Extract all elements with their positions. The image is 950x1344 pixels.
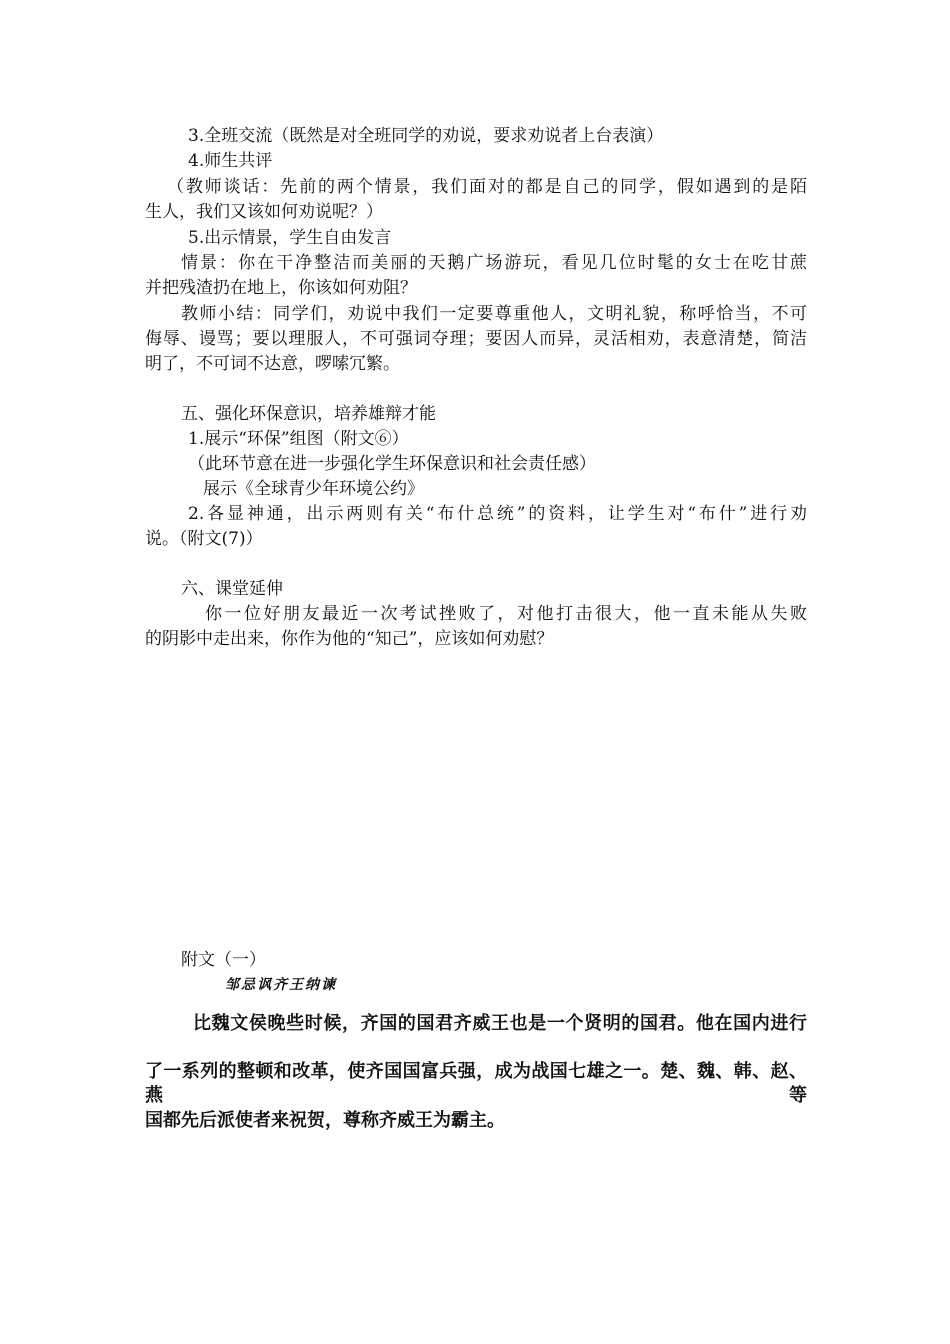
- section-5-item-1: 1.展示“环保”组图（附文⑥）: [188, 429, 409, 449]
- appendix-label: 附文（一）: [181, 950, 266, 970]
- section-5-note: （此环节意在进一步强化学生环保意识和社会责任感）: [188, 454, 596, 474]
- summary-line-2: 侮辱、谩骂；要以理服人，不可强词夺理；要因人而异，灵活相劝，表意清楚，简洁: [145, 329, 807, 349]
- item-4: 4.师生共评: [188, 151, 273, 171]
- section-5-heading: 五、强化环保意识，培养雄辩才能: [181, 404, 436, 424]
- appendix-para-line-1: 比魏文侯晚些时候，齐国的国君齐威王也是一个贤明的国君。他在国内进行: [193, 1013, 807, 1034]
- section-5-item-2-line-1: 2.各显神通，出示两则有关“布什总统”的资料，让学生对“布什”进行劝: [188, 504, 807, 524]
- section-6-line-2: 的阴影中走出来，你作为他的“知己”，应该如何劝慰？: [145, 629, 554, 649]
- summary-line-3: 明了，不可词不达意，啰嗦冗繁。: [145, 354, 400, 374]
- teacher-talk-line-2: 生人，我们又该如何劝说呢？）: [145, 202, 383, 222]
- appendix-para-line-2: 了一系列的整顿和改革，使齐国国富兵强，成为战国七雄之一。楚、魏、韩、赵、燕等: [145, 1061, 807, 1106]
- item-5: 5.出示情景，学生自由发言: [188, 228, 392, 248]
- appendix-title: 邹忌讽齐王纳谏: [225, 977, 337, 993]
- scene-line-1: 情景：你在干净整洁而美丽的天鹅广场游玩，看见几位时髦的女士在吃甘蔗: [181, 253, 807, 273]
- section-5-item-2-line-2: 说。（附文(7)）: [145, 529, 263, 549]
- section-6-line-1: 你一位好朋友最近一次考试挫败了，对他打击很大，他一直未能从失败: [205, 604, 807, 624]
- appendix-para-line-3: 国都先后派使者来祝贺，尊称齐威王为霸主。: [145, 1110, 505, 1131]
- scene-line-2: 并把残渣扔在地上，你该如何劝阻？: [145, 278, 417, 298]
- summary-line-1: 教师小结：同学们，劝说中我们一定要尊重他人，文明礼貌，称呼恰当，不可: [181, 304, 807, 324]
- item-3: 3.全班交流（既然是对全班同学的劝说，要求劝说者上台表演）: [188, 126, 664, 146]
- section-5-convention: 展示《全球青少年环境公约》: [203, 479, 424, 499]
- section-6-heading: 六、课堂延伸: [181, 579, 283, 599]
- teacher-talk-line-1: （教师谈话：先前的两个情景，我们面对的都是自己的同学，假如遇到的是陌: [167, 177, 807, 197]
